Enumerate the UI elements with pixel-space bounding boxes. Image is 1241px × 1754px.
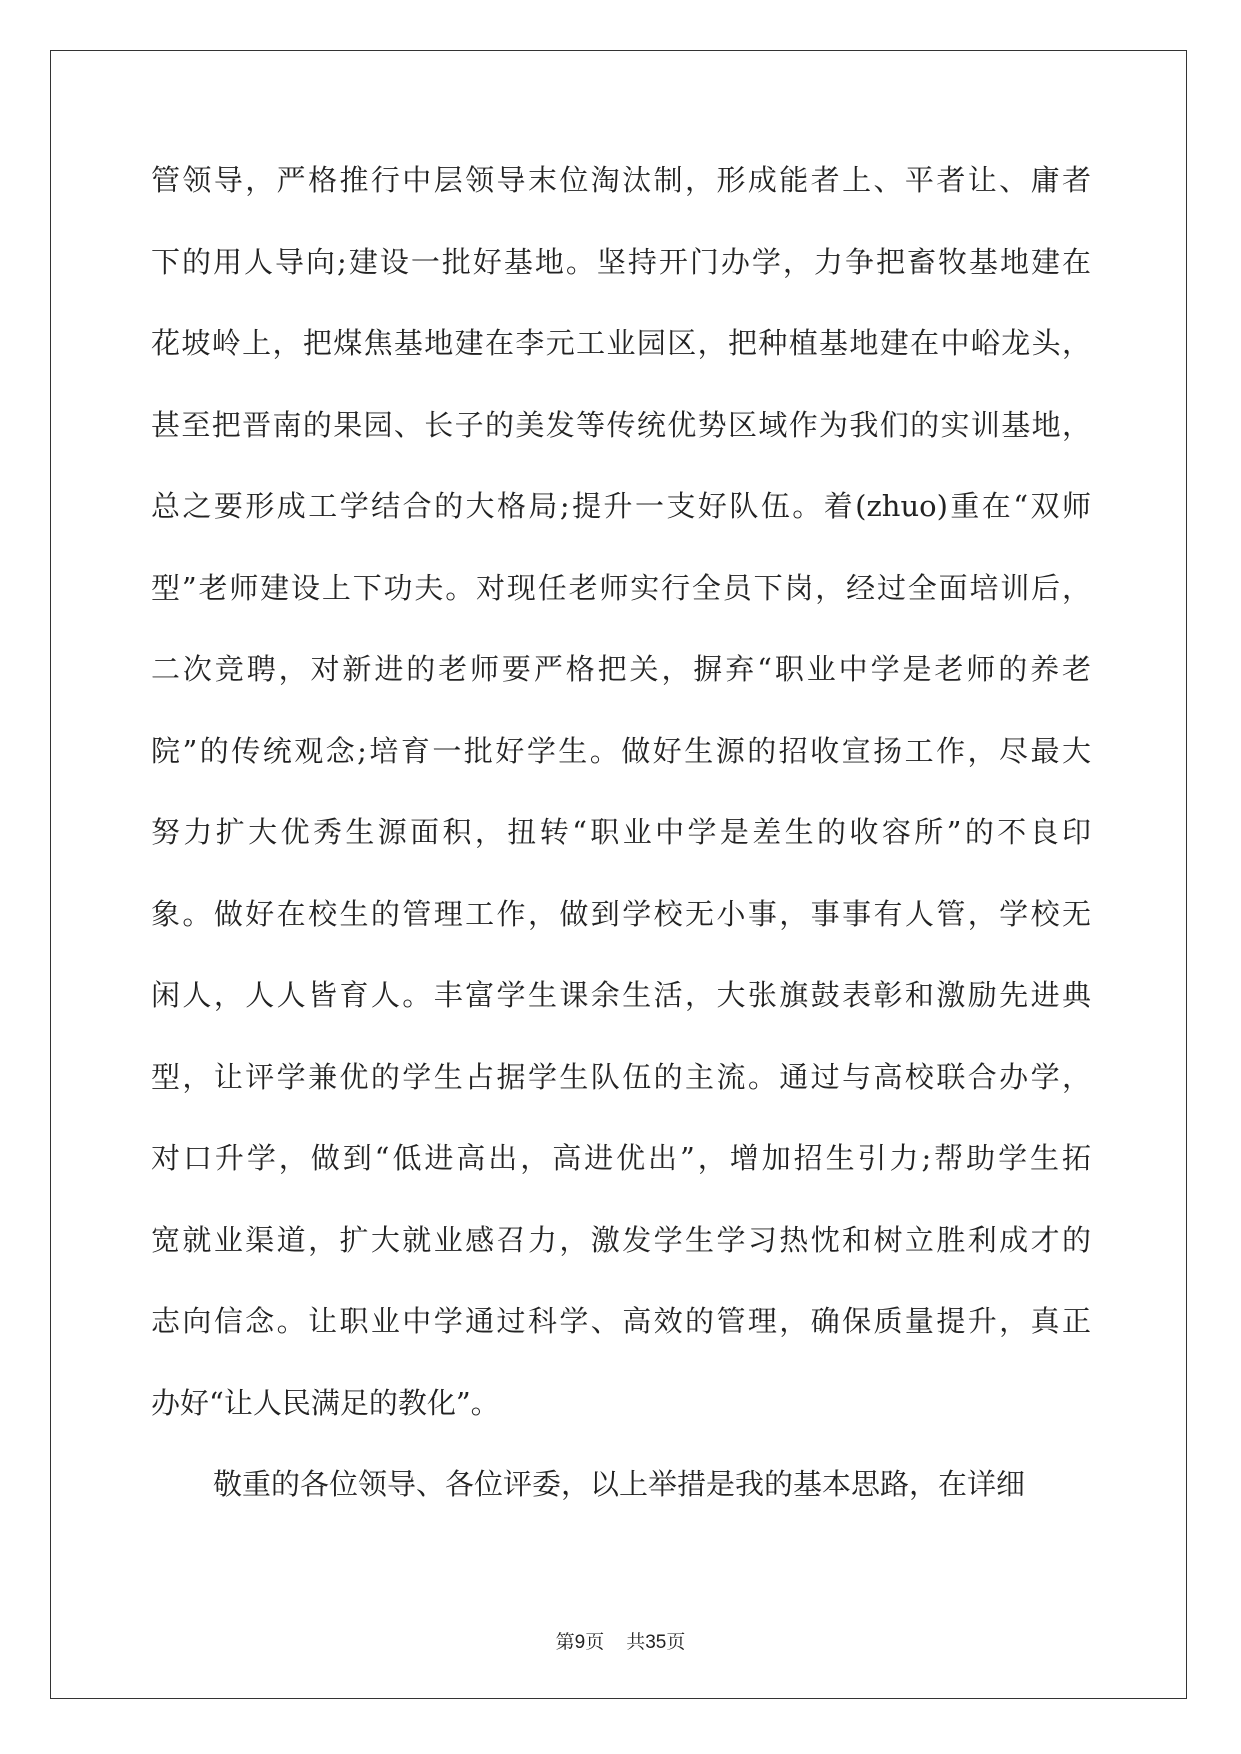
text-line: 型，让评学兼优的学生占据学生队伍的主流。通过与高校联合办学， — [151, 1059, 1091, 1094]
page-prefix: 第 — [555, 1631, 575, 1653]
page-footer — [0, 1627, 1241, 1654]
text-line: 努力扩大优秀生源面积，扭转“职业中学是差生的收容所”的不良印 — [151, 815, 1091, 849]
page-suffix: 页 — [585, 1631, 605, 1653]
page-number: 9 — [574, 1632, 586, 1653]
text-line: 管领导，严格推行中层领导末位淘汰制，形成能者上、平者让、庸者 — [151, 163, 1091, 197]
text-line: 闲人，人人皆育人。丰富学生课余生活，大张旗鼓表彰和激励先进典 — [151, 978, 1091, 1012]
document-body — [151, 160, 1091, 1546]
text-line: 花坡岭上，把煤焦基地建在李元工业园区，把种植基地建在中峪龙头， — [151, 326, 1091, 360]
total-pages: 35 — [645, 1632, 667, 1653]
total-prefix: 共 — [626, 1631, 646, 1653]
text-line: 敬重的各位领导、各位评委，以上举措是我的基本思路，在详细 — [213, 1467, 1026, 1501]
paragraph-1 — [151, 160, 1091, 1464]
paragraph-2 — [151, 1464, 1091, 1546]
text-line: 对口升学，做到“低进高出，高进优出”，增加招生引力;帮助学生拓 — [151, 1141, 1091, 1175]
text-line: 下的用人导向;建设一批好基地。坚持开门办学，力争把畜牧基地建在 — [151, 244, 1091, 279]
text-line: 宽就业渠道，扩大就业感召力，激发学生学习热忱和树立胜利成才的 — [151, 1222, 1091, 1257]
total-suffix: 页 — [666, 1631, 686, 1653]
text-line: 型”老师建设上下功夫。对现任老师实行全员下岗，经过全面培训后， — [151, 570, 1091, 605]
text-line: 二次竞聘，对新进的老师要严格把关，摒弃“职业中学是老师的养老 — [151, 652, 1091, 686]
text-line: 办好“让人民满足的教化”。 — [151, 1385, 500, 1420]
text-line: 院”的传统观念;培育一批好学生。做好生源的招收宣扬工作，尽最大 — [151, 733, 1091, 768]
text-line: 象。做好在校生的管理工作，做到学校无小事，事事有人管，学校无 — [151, 896, 1091, 931]
text-line: 总之要形成工学结合的大格局;提升一支好队伍。着(zhuo)重在“双师 — [151, 489, 1091, 523]
text-line: 志向信念。让职业中学通过科学、高效的管理，确保质量提升，真正 — [151, 1304, 1091, 1338]
text-line: 甚至把晋南的果园、长子的美发等传统优势区域作为我们的实训基地， — [151, 407, 1091, 442]
